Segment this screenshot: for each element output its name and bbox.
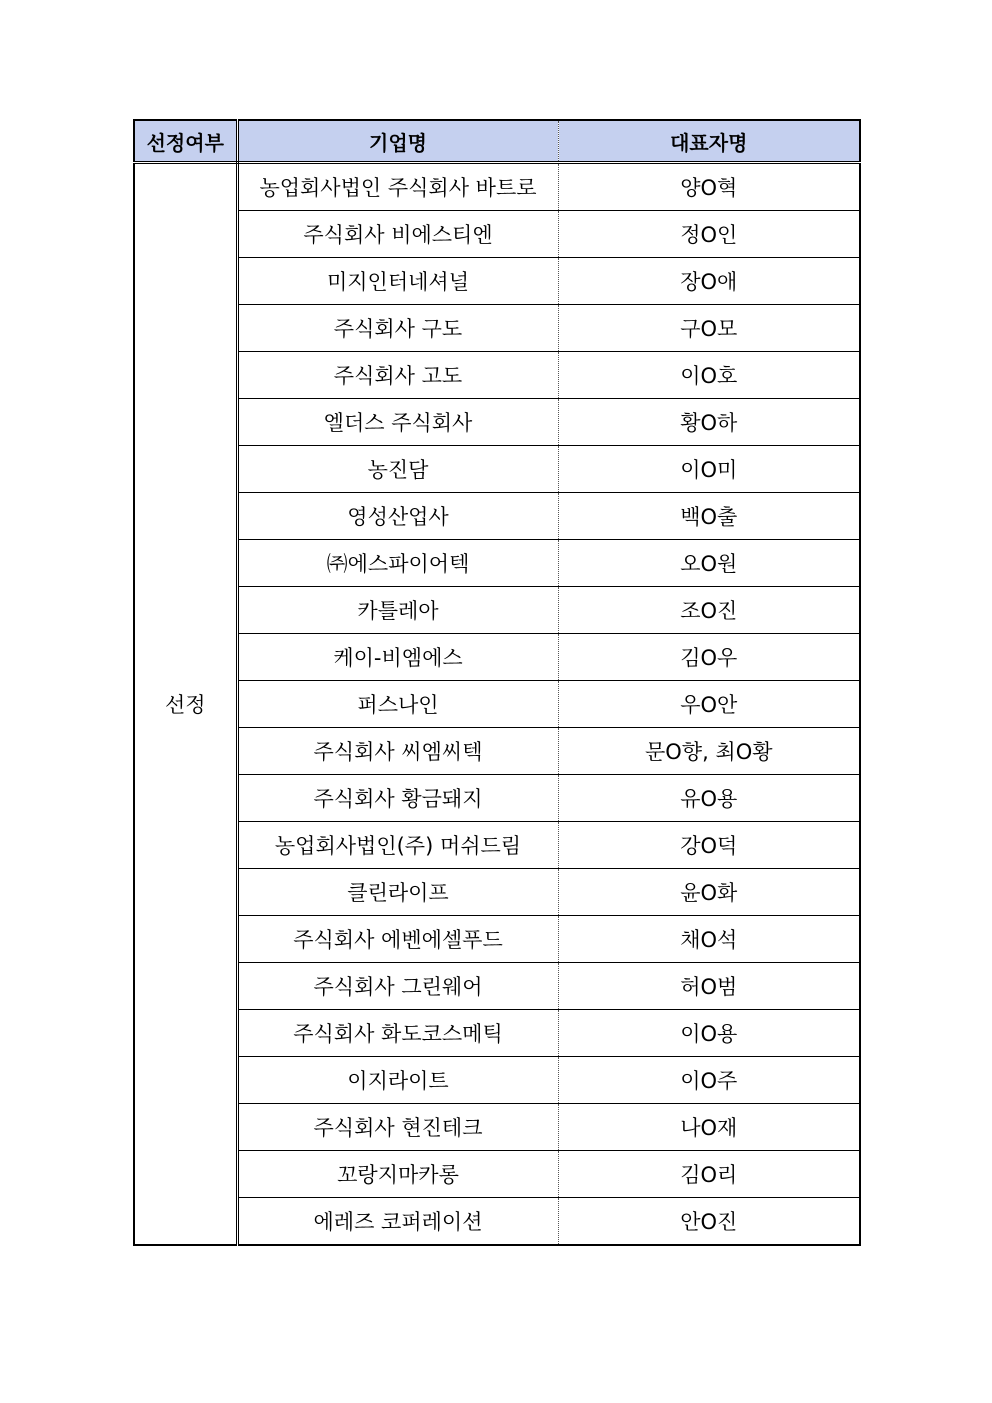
company-name-cell: 에레즈 코퍼레이션 bbox=[237, 1198, 558, 1246]
company-name-cell: 주식회사 씨엠씨텍 bbox=[237, 728, 558, 775]
table-body bbox=[134, 163, 860, 1246]
table-header-row bbox=[134, 120, 860, 163]
company-name-cell: 영성산업사 bbox=[237, 493, 558, 540]
table-row bbox=[134, 446, 860, 493]
representative-name-cell: 이O호 bbox=[558, 352, 860, 399]
table-row bbox=[134, 1198, 860, 1246]
company-name-cell: 카틀레아 bbox=[237, 587, 558, 634]
table-row bbox=[134, 211, 860, 258]
header-selection: 선정여부 bbox=[134, 120, 237, 163]
selection-table bbox=[133, 119, 861, 1246]
company-name-cell: 퍼스나인 bbox=[237, 681, 558, 728]
representative-name-cell: 오O원 bbox=[558, 540, 860, 587]
table-row bbox=[134, 634, 860, 681]
company-name-cell: 케이-비엠에스 bbox=[237, 634, 558, 681]
representative-name-cell: 이O미 bbox=[558, 446, 860, 493]
representative-name-cell: 채O석 bbox=[558, 916, 860, 963]
header-representative: 대표자명 bbox=[558, 120, 860, 163]
company-name-cell: 주식회사 황금돼지 bbox=[237, 775, 558, 822]
table-row bbox=[134, 258, 860, 305]
company-name-cell: 주식회사 고도 bbox=[237, 352, 558, 399]
company-name-cell: 엘더스 주식회사 bbox=[237, 399, 558, 446]
table-row bbox=[134, 493, 860, 540]
company-name-cell: 클린라이프 bbox=[237, 869, 558, 916]
table-row bbox=[134, 1010, 860, 1057]
company-name-cell: 미지인터네셔널 bbox=[237, 258, 558, 305]
representative-name-cell: 양O혁 bbox=[558, 163, 860, 211]
representative-name-cell: 조O진 bbox=[558, 587, 860, 634]
representative-name-cell: 나O재 bbox=[558, 1104, 860, 1151]
company-name-cell: 주식회사 비에스티엔 bbox=[237, 211, 558, 258]
company-name-cell: 주식회사 구도 bbox=[237, 305, 558, 352]
representative-name-cell: 문O향, 최O황 bbox=[558, 728, 860, 775]
table-row bbox=[134, 963, 860, 1010]
company-name-cell: 농업회사법인 주식회사 바트로 bbox=[237, 163, 558, 211]
representative-name-cell: 허O범 bbox=[558, 963, 860, 1010]
company-name-cell: ㈜에스파이어텍 bbox=[237, 540, 558, 587]
company-name-cell: 농업회사법인(주) 머쉬드림 bbox=[237, 822, 558, 869]
representative-name-cell: 황O하 bbox=[558, 399, 860, 446]
representative-name-cell: 김O리 bbox=[558, 1151, 860, 1198]
selection-table-container bbox=[133, 119, 859, 1246]
representative-name-cell: 정O인 bbox=[558, 211, 860, 258]
representative-name-cell: 구O모 bbox=[558, 305, 860, 352]
company-name-cell: 꼬랑지마카롱 bbox=[237, 1151, 558, 1198]
table-row bbox=[134, 1057, 860, 1104]
company-name-cell: 농진담 bbox=[237, 446, 558, 493]
table-row bbox=[134, 305, 860, 352]
representative-name-cell: 우O안 bbox=[558, 681, 860, 728]
table-row bbox=[134, 822, 860, 869]
header-company: 기업명 bbox=[237, 120, 558, 163]
table-row bbox=[134, 399, 860, 446]
table-row bbox=[134, 775, 860, 822]
company-name-cell: 주식회사 에벤에셀푸드 bbox=[237, 916, 558, 963]
representative-name-cell: 강O덕 bbox=[558, 822, 860, 869]
table-row bbox=[134, 869, 860, 916]
representative-name-cell: 김O우 bbox=[558, 634, 860, 681]
company-name-cell: 주식회사 그린웨어 bbox=[237, 963, 558, 1010]
table-row bbox=[134, 1151, 860, 1198]
table-row bbox=[134, 163, 860, 211]
company-name-cell: 이지라이트 bbox=[237, 1057, 558, 1104]
company-name-cell: 주식회사 화도코스메틱 bbox=[237, 1010, 558, 1057]
table-row bbox=[134, 681, 860, 728]
representative-name-cell: 백O출 bbox=[558, 493, 860, 540]
selection-status-cell: 선정 bbox=[134, 163, 237, 1246]
table-row bbox=[134, 352, 860, 399]
representative-name-cell: 이O용 bbox=[558, 1010, 860, 1057]
table-row bbox=[134, 916, 860, 963]
table-row bbox=[134, 728, 860, 775]
representative-name-cell: 장O애 bbox=[558, 258, 860, 305]
company-name-cell: 주식회사 현진테크 bbox=[237, 1104, 558, 1151]
representative-name-cell: 유O용 bbox=[558, 775, 860, 822]
representative-name-cell: 안O진 bbox=[558, 1198, 860, 1246]
table-row bbox=[134, 1104, 860, 1151]
table-row bbox=[134, 540, 860, 587]
table-row bbox=[134, 587, 860, 634]
representative-name-cell: 이O주 bbox=[558, 1057, 860, 1104]
representative-name-cell: 윤O화 bbox=[558, 869, 860, 916]
